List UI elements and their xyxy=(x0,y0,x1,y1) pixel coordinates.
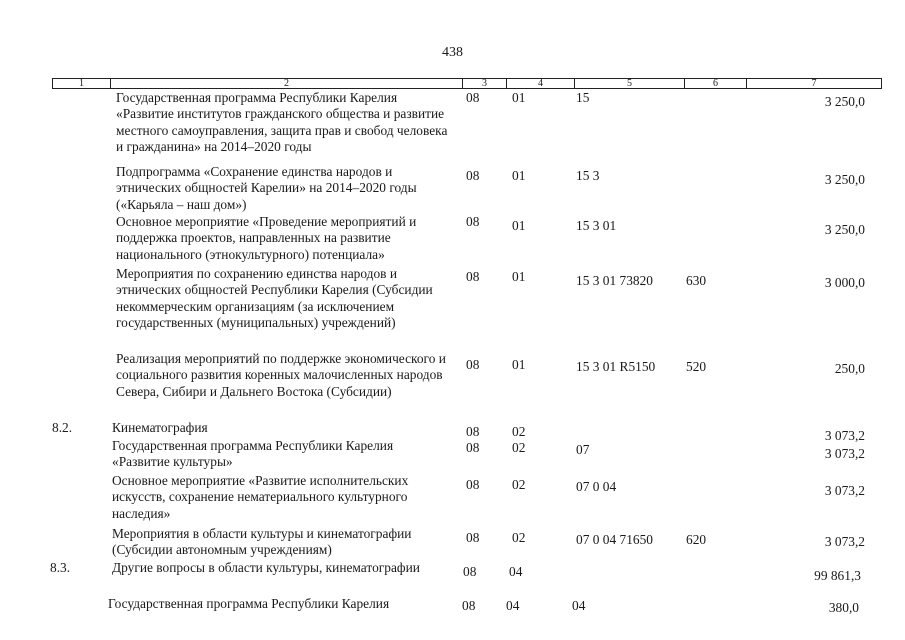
row-subsection: 01 xyxy=(512,357,526,372)
row-target-code: 15 3 01 xyxy=(576,218,617,233)
row-section: 08 xyxy=(466,424,480,439)
row-subsection: 01 xyxy=(512,269,526,284)
header-cell-1: 1 xyxy=(53,79,111,88)
row-number: 8.3. xyxy=(50,560,71,575)
row-subsection: 04 xyxy=(509,564,523,579)
row-section: 08 xyxy=(466,214,480,229)
row-section: 08 xyxy=(466,477,480,492)
row-name: Государственная программа Республики Карелия «Развитие культуры» xyxy=(112,438,394,470)
row-subsection: 02 xyxy=(512,477,526,492)
row-section: 08 xyxy=(466,440,480,455)
row-name: Мероприятия в области культуры и кинематографии (Субсидии автономным учреждениям) xyxy=(112,526,412,558)
row-name: Подпрограмма «Сохранение единства народов и этнических общностей Карелии» на 2014–2020 годы («Карьяла – наш дом») xyxy=(116,164,417,212)
row-amount: 3 250,0 xyxy=(824,222,865,237)
row-name: Основное мероприятие «Проведение мероприятий и поддержка проектов, направленных на развитие национального (этнокультурного) потенциала» xyxy=(116,214,417,262)
row-section: 08 xyxy=(466,357,480,372)
row-name: Другие вопросы в области культуры, кинематографии xyxy=(112,560,420,575)
row-section: 08 xyxy=(466,90,480,105)
row-target-code: 04 xyxy=(572,598,586,613)
row-name: Государственная программа Республики Карелия xyxy=(108,596,390,611)
row-section: 08 xyxy=(466,530,480,545)
row-subsection: 02 xyxy=(512,440,526,455)
row-name: Мероприятия по сохранению единства народов и этнических общностей Республики Карелия (Субсидии некоммерческим организациям (за исключением государственных (муниципальных) учреждений) xyxy=(116,266,433,331)
row-subsection: 01 xyxy=(512,168,526,183)
row-subsection: 04 xyxy=(506,598,520,613)
row-amount: 3 073,2 xyxy=(824,428,865,443)
row-section: 08 xyxy=(462,598,476,613)
row-expense-type: 520 xyxy=(686,359,707,374)
row-subsection: 01 xyxy=(512,218,526,233)
row-amount: 250,0 xyxy=(834,361,865,376)
row-section: 08 xyxy=(466,168,480,183)
row-amount: 380,0 xyxy=(828,600,859,615)
header-cell-2: 2 xyxy=(111,79,463,88)
row-amount: 99 861,3 xyxy=(814,568,861,583)
header-cell-6: 6 xyxy=(685,79,747,88)
row-target-code: 07 xyxy=(576,442,590,457)
row-amount: 3 250,0 xyxy=(824,94,865,109)
row-name: Кинематография xyxy=(112,420,208,435)
header-cell-3: 3 xyxy=(463,79,507,88)
row-section: 08 xyxy=(463,564,477,579)
row-amount: 3 250,0 xyxy=(824,172,865,187)
row-expense-type: 630 xyxy=(686,273,707,288)
row-target-code: 15 xyxy=(576,90,590,105)
header-cell-4: 4 xyxy=(507,79,575,88)
header-cell-5: 5 xyxy=(575,79,685,88)
row-subsection: 02 xyxy=(512,424,526,439)
row-name: Реализация мероприятий по поддержке экономического и социального развития коренных малочисленных народов Севера, Сибири и Дальнего Востока (Субсидии) xyxy=(116,351,446,399)
header-cell-7: 7 xyxy=(811,78,817,89)
row-name: Основное мероприятие «Развитие исполнительских искусств, сохранение нематериального культурного наследия» xyxy=(112,473,409,521)
row-subsection: 01 xyxy=(512,90,526,105)
row-target-code: 15 3 xyxy=(576,168,600,183)
row-amount: 3 073,2 xyxy=(824,534,865,549)
row-amount: 3 073,2 xyxy=(824,483,865,498)
row-target-code: 07 0 04 xyxy=(576,479,617,494)
row-amount: 3 073,2 xyxy=(824,446,865,461)
table-header xyxy=(52,78,882,89)
row-number: 8.2. xyxy=(52,420,73,435)
row-expense-type: 620 xyxy=(686,532,707,547)
row-section: 08 xyxy=(466,269,480,284)
row-target-code: 15 3 01 R5150 xyxy=(576,359,656,374)
row-amount: 3 000,0 xyxy=(824,275,865,290)
row-target-code: 15 3 01 73820 xyxy=(576,273,653,288)
row-subsection: 02 xyxy=(512,530,526,545)
row-target-code: 07 0 04 71650 xyxy=(576,532,653,547)
row-name: Государственная программа Республики Карелия «Развитие институтов гражданского общества и развитие местного самоуправления, защита прав и свобод человека и гражданина» на 2014–2020 годы xyxy=(116,90,448,155)
page-number: 438 xyxy=(442,45,463,60)
